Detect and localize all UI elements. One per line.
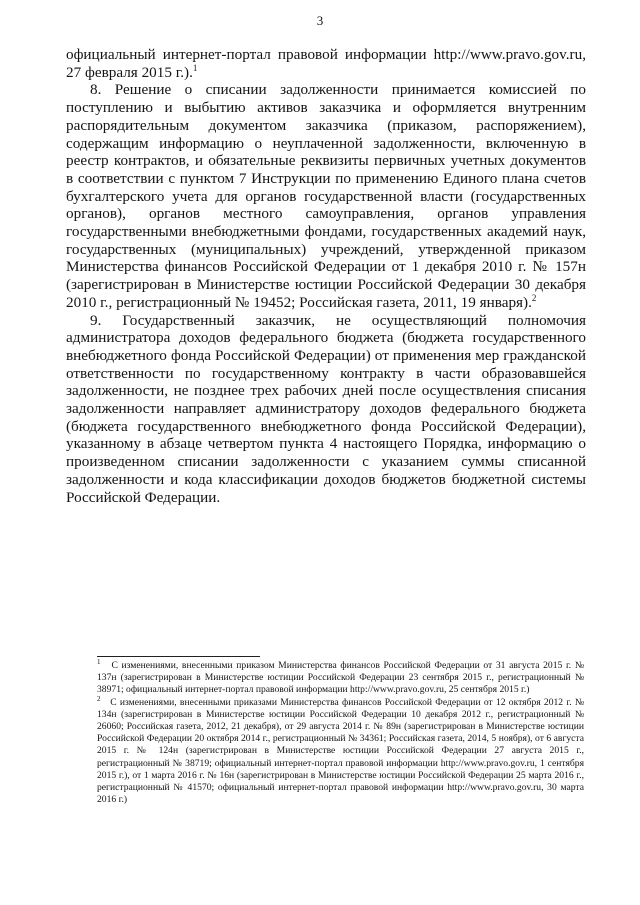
page-number: 3: [316, 13, 324, 28]
footnote-2: [97, 694, 584, 807]
footnote-1-marker: 1: [97, 658, 101, 666]
footnote-2-marker: 2: [97, 694, 101, 703]
paragraph-9-text: 9. Государственный заказчик, не осуществляющий полномочия администратора доходов федерального бюджета (бюджета государственного внебюджетного фонда Российской Федерации) от применения мер гражданской ответственности по государственному контракту в части образовавшейся задолженности, не позднее трех рабочих дней после осуществления списания задолженности направляет администратору доходов федерального бюджета (бюджета государственного внебюджетного фонда Российской Федерации), указанному в абзаце четвертом пункта 4 настоящего Порядка, информацию о произведенном списании задолженности с указанием суммы списанной задолженности и кода классификации доходов бюджетов бюджетной системы Российской Федерации.: [66, 311, 586, 506]
footnote-2-text: С изменениями, внесенными приказами Министерства финансов Российской Федерации от 12 октября 2012 г. № 134н (зарегистрирован в Министерстве юстиции Российской Федерации 10 декабря 2012 г., регистрационный № 26060; Российская газета, 2012, 21 декабря), от 29 августа 2014 г. № 89н (зарегистрирован в Министерстве юстиции Российской Федерации 20 октября 2014 г., регистрационный № 34361; Российская газета, 2014, 5 ноября), от 6 августа 2015 г. № 124н (зарегистрирован в Министерстве юстиции Российской Федерации 27 августа 2015 г., регистрационный № 38719; официальный интернет-портал правовой информации http://www.pravo.gov.ru, 1 сентября 2015 г.), от 1 марта 2016 г. № 16н (зарегистрирован в Министерстве юстиции Российской Федерации 25 марта 2016 г., регистрационный № 41570; официальный интернет-портал правовой информации http://www.pravo.gov.ru, 30 марта 2016 г.): [97, 696, 584, 806]
footnote-1: [97, 660, 584, 697]
footnotes: [97, 660, 584, 806]
document-body: [66, 46, 586, 506]
footnote-ref-2: 2: [531, 292, 537, 303]
footnote-ref-1: 1: [192, 62, 198, 73]
paragraph-8-text: 8. Решение о списании задолженности принимается комиссией по поступлению и выбытию активов заказчика и оформляется внутренним распорядительным документом заказчика (приказом, распоряжением), содержащим информацию о неуплаченной задолженности, включенную в реестр контрактов, и обязательные реквизиты первичных учетных документов в соответствии с пунктом 7 Инструкции по применению Единого плана счетов бухгалтерского учета для органов государственной власти (государственных органов), органов местного самоуправления, органов управления государственными внебюджетными фондами, государственных академий наук, государственных (муниципальных) учреждений, утвержденной приказом Министерства финансов Российской Федерации от 1 декабря 2010 г. № 157н (зарегистрирован в Министерстве юстиции Российской Федерации 30 декабря 2010 г., регистрационный № 19452; Российская газета, 2011, 19 января).: [66, 81, 586, 311]
paragraph-continuation-text: официальный интернет-портал правовой информации http://www.pravo.gov.ru, 27 февраля 2015 г.).: [66, 46, 586, 81]
footnote-1-text: С изменениями, внесенными приказом Министерства финансов Российской Федерации от 31 августа 2015 г. № 137н (зарегистрирован в Министерстве юстиции Российской Федерации 23 сентября 2015 г., регистрационный № 38971; официальный интернет-портал правовой информации http://www.pravo.gov.ru, 25 сентября 2015 г.): [97, 660, 584, 696]
paragraph-9: [66, 312, 586, 507]
paragraph-continuation: [66, 46, 586, 81]
footnote-separator: [97, 656, 260, 657]
paragraph-8: [66, 81, 586, 311]
